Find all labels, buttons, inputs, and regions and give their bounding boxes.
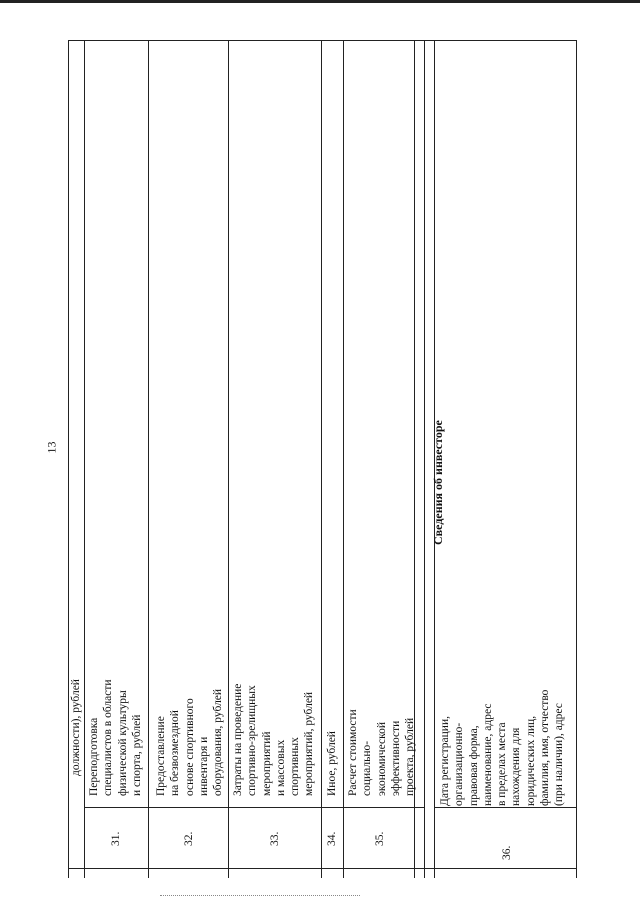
row-text: организационно- — [453, 722, 466, 806]
row-text: правовая форма, — [467, 725, 480, 806]
row-text: мероприятий — [260, 731, 273, 796]
table-row — [87, 679, 144, 796]
row-text: и массовых — [274, 739, 287, 796]
scan-artifact — [160, 895, 360, 897]
row-text: (при наличии), адрес — [553, 703, 566, 806]
row-number: 33. — [269, 831, 281, 846]
section-title: Сведения об инвесторе — [431, 420, 445, 545]
row-text: мероприятий, рублей — [303, 691, 316, 796]
row-text: нахождения для — [510, 727, 523, 806]
row-text: социально- — [361, 740, 374, 796]
table-row — [231, 684, 317, 796]
page-number: 13 — [44, 441, 59, 454]
table-row — [346, 709, 417, 796]
row-number: 31. — [110, 831, 122, 846]
row-text: и спорта, рублей — [130, 714, 143, 796]
row-text: инвентаря и — [197, 736, 210, 796]
scan-edge — [0, 0, 640, 3]
data-table — [68, 40, 577, 878]
row-text: Дата регистрации, — [439, 716, 451, 806]
row-text: проекта, рублей — [404, 717, 417, 796]
row-text: наименование, адрес — [481, 703, 494, 806]
row-number: 34. — [326, 831, 338, 846]
table-row — [325, 731, 339, 796]
row-text: должности), рублей — [70, 679, 82, 776]
row-text: Предоставление — [155, 716, 167, 796]
row-text: Переподготовка — [88, 717, 100, 796]
table-row — [154, 689, 225, 796]
table-row — [438, 690, 567, 806]
row-text: на безвозмездной — [169, 710, 182, 796]
row-text: экономической — [375, 722, 388, 796]
row-text: спортивных — [289, 737, 302, 796]
row-text: Иное, рублей — [326, 731, 338, 796]
row-text: юридических лиц, — [524, 715, 537, 806]
row-text: специалистов в области — [102, 679, 115, 796]
row-text: Затраты на проведение — [232, 683, 244, 796]
row-text: фамилия, имя, отчество — [539, 689, 552, 806]
row-number: 32. — [183, 831, 195, 846]
row-text: спортивно-зрелищных — [246, 685, 259, 796]
row-number: 35. — [374, 831, 386, 846]
row-text: эффективности — [389, 720, 402, 796]
row-text: основе спортивного — [183, 698, 196, 796]
table-row — [69, 679, 83, 776]
row-text: в пределах места — [496, 722, 509, 806]
row-number: 36. — [501, 845, 513, 860]
row-text: физической культуры — [116, 690, 129, 796]
row-text: оборудования, рублей — [212, 688, 225, 796]
row-text: Расчет стоимости — [347, 709, 359, 796]
